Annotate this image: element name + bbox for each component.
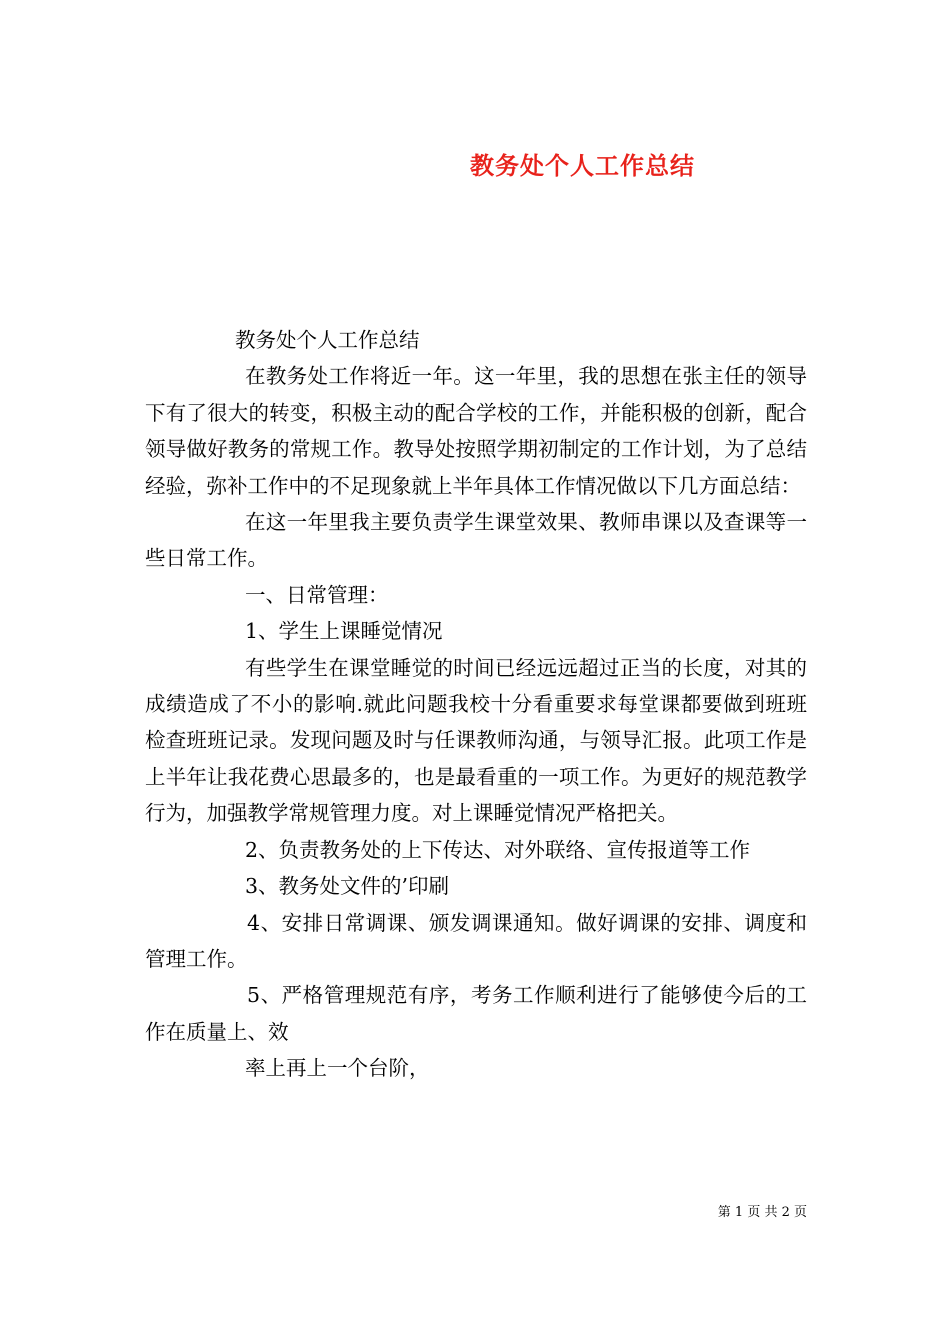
page-number-footer: 第 1 页 共 2 页 — [717, 1205, 807, 1220]
paragraph-duties: 在这一年里我主要负责学生课堂效果、教师串课以及查课等一些日常工作。 — [145, 510, 807, 571]
paragraph-intro: 在教务处工作将近一年。这一年里，我的思想在张主任的领导下有了很大的转变，积极主动的配合学校的工作，并能积极的创新，配合领导做好教务的常规工作。教导处按照学期初制定的工作计划，为了总结经验，弥补工作中的不足现象就上半年具体工作情况做以下几方面总结： — [145, 364, 807, 498]
list-item-heading-sleeping: 1、学生上课睡觉情况 — [245, 619, 443, 644]
list-item-exam-management: 5、严格管理规范有序，考务工作顺利进行了能够使今后的工作在质量上、效 — [145, 983, 807, 1044]
document-body — [145, 322, 807, 1087]
section-heading-daily-management: 一、日常管理： — [245, 582, 389, 607]
paragraph-continuation: 率上再上一个台阶， — [245, 1056, 430, 1081]
document-subtitle: 教务处个人工作总结 — [235, 328, 420, 352]
list-item-communication: 2、负责教务处的上下传达、对外联络、宣传报道等工作 — [245, 837, 751, 862]
document-title: 教务处个人工作总结 — [470, 151, 695, 181]
paragraph-sleeping-details: 有些学生在课堂睡觉的时间已经远远超过正当的长度，对其的成绩造成了不小的影响.就此问题我校十分看重要求每堂课都要做到班班检查班班记录。发现问题及时与任课教师沟通，与领导汇报。此项工作是上半年让我花费心思最多的，也是最看重的一项工作。为更好的规范教学行为，加强教学常规管理力度。对上课睡觉情况严格把关。 — [145, 655, 807, 826]
list-item-printing: 3、教务处文件的’印刷 — [245, 874, 450, 899]
list-item-scheduling: 4、安排日常调课、颁发调课通知。做好调课的安排、调度和管理工作。 — [145, 910, 807, 971]
